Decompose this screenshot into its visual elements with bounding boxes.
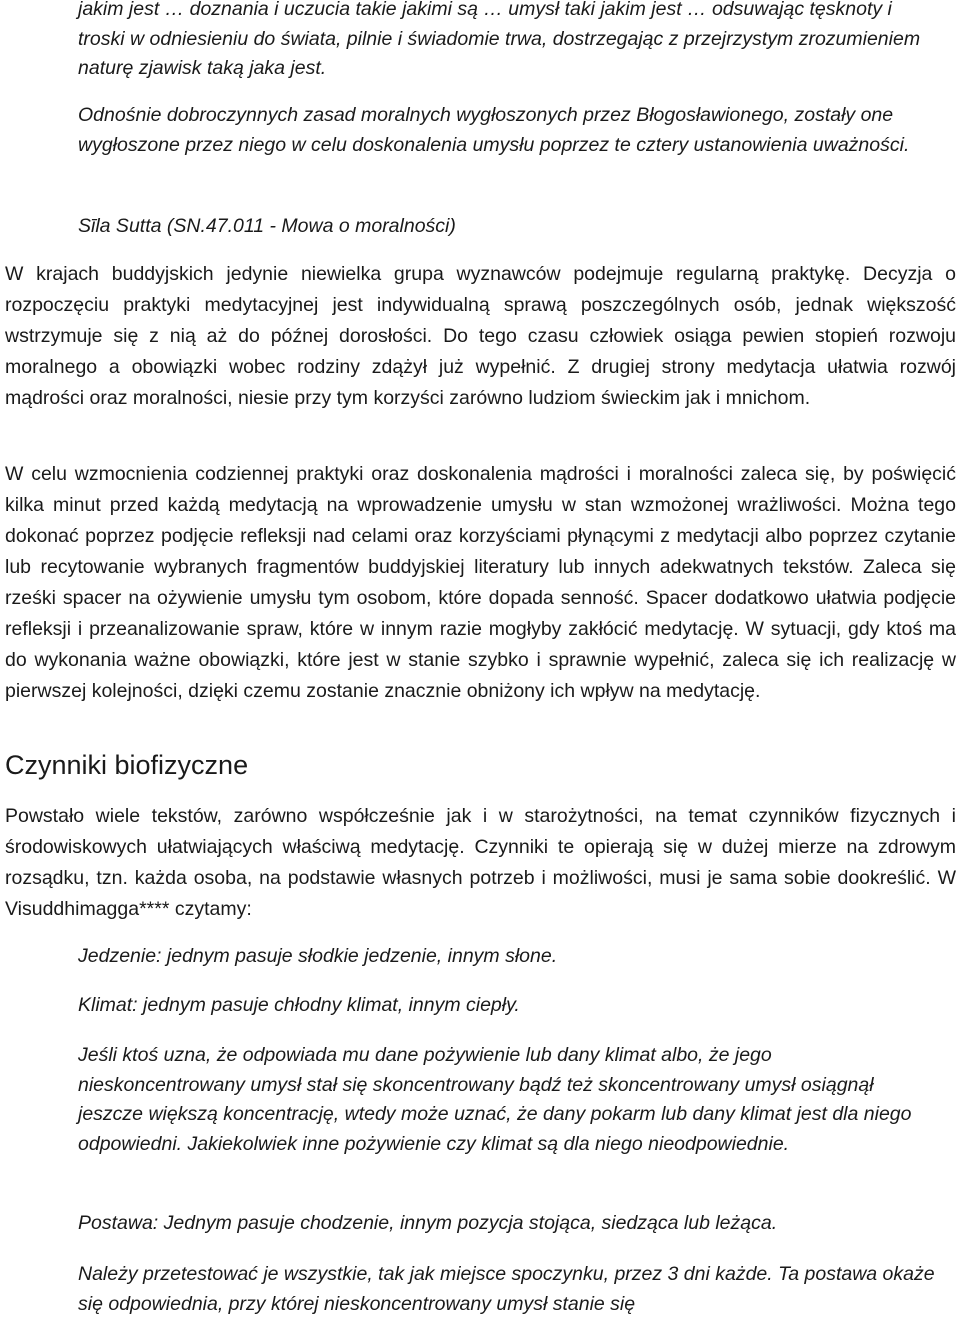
quote-morality: Odnośnie dobroczynnych zasad moralnych wygłoszonych przez Błogosławionego, zostały one wygłoszone przez niego w celu doskonalenia umysłu poprzez te cztery ustanowienia uważności. [78, 104, 910, 156]
paragraph-practice: W krajach buddyjskich jedynie niewielka grupa wyznawców podejmuje regularną praktykę. Decyzja o rozpoczęciu praktyki medytacyjnej jest indywidualną sprawą poszczególnych osób, jednak większość wstrzymuje się z nią aż do późnej dorosłości. Do tego czasu człowiek osiąga pewien stopień rozwoju moralnego a obowiązki wobec rodziny zdążył już wypełnić. Z drugiej strony medytacja ułatwia rozwój mądrości oraz moralności, niesie przy tym korzyści zarówno ludziom świeckim jak i mnichom. [5, 263, 956, 409]
quote-posture: Postawa: Jednym pasuje chodzenie, innym pozycja stojąca, siedząca lub leżąca. [78, 1212, 778, 1234]
quote-test: Należy przetestować je wszystkie, tak jak miejsce spoczynku, przez 3 dni każde. Ta postawa okaże się odpowiednia, przy której nieskoncentrowany umysł stanie się [78, 1263, 935, 1315]
sutta-citation: Sīla Sutta (SN.47.011 - Mowa o moralności) [78, 215, 456, 237]
section-heading-biophysical: Czynniki biofizyczne [5, 750, 249, 780]
quote-climate: Klimat: jednym pasuje chłodny klimat, innym ciepły. [78, 994, 520, 1016]
quote-continuation: jakim jest … doznania i uczucia takie jakimi są … umysł taki jakim jest … odsuwając tęsknoty i troski w odniesieniu do świata, pilnie i świadomie trwa, dostrzegając z przejrzystym zrozumieniem naturę zjawisk taką jaka jest. [78, 0, 921, 79]
quote-food: Jedzenie: jednym pasuje słodkie jedzenie, innym słone. [78, 945, 558, 967]
paragraph-texts: Powstało wiele tekstów, zarówno współcześnie jak i w starożytności, na temat czynników fizycznych i środowiskowych ułatwiających właściwą medytację. Czynniki te opierają się w dużej mierze na zdrowym rozsądku, tzn. każda osoba, na podstawie własnych potrzeb i możliwości, musi je sama sobie dookreślić. W Visuddhimagga**** czytamy: [5, 805, 956, 920]
paragraph-strengthen-practice: W celu wzmocnienia codziennej praktyki oraz doskonalenia mądrości i moralności zaleca się, by poświęcić kilka minut przed każdą medytacją na wprowadzenie umysłu w stan wzmożonej wrażliwości. Można tego dokonać poprzez podjęcie refleksji nad celami oraz korzyściami płynącymi z medytacji albo poprzez czytanie lub recytowanie wybranych fragmentów buddyjskiej literatury lub innych adekwatnych tekstów. Zaleca się rześki spacer na ożywienie umysłu tym osobom, które dopada senność. Spacer dodatkowo ułatwia podjęcie refleksji i przeanalizowanie spraw, które w innym razie mogłyby zakłócić medytację. W sytuacji, gdy ktoś ma do wykonania ważne obowiązki, które jest w stanie szybko i sprawnie wypełnić, zaleca się ich realizację w pierwszej kolejności, dzięki czemu zostanie znacznie obniżony ich wpływ na medytację. [5, 463, 956, 702]
quote-suitable: Jeśli ktoś uzna, że odpowiada mu dane pożywienie lub dany klimat albo, że jego nieskoncentrowany umysł stał się skoncentrowany bądź też skoncentrowany umysł osiągnął jeszcze większą koncentrację, wtedy może uznać, że dany pokarm lub dany klimat jest dla niego odpowiedni. Jakiekolwiek inne pożywienie czy klimat są dla niego nieodpowiednie. [78, 1044, 912, 1155]
